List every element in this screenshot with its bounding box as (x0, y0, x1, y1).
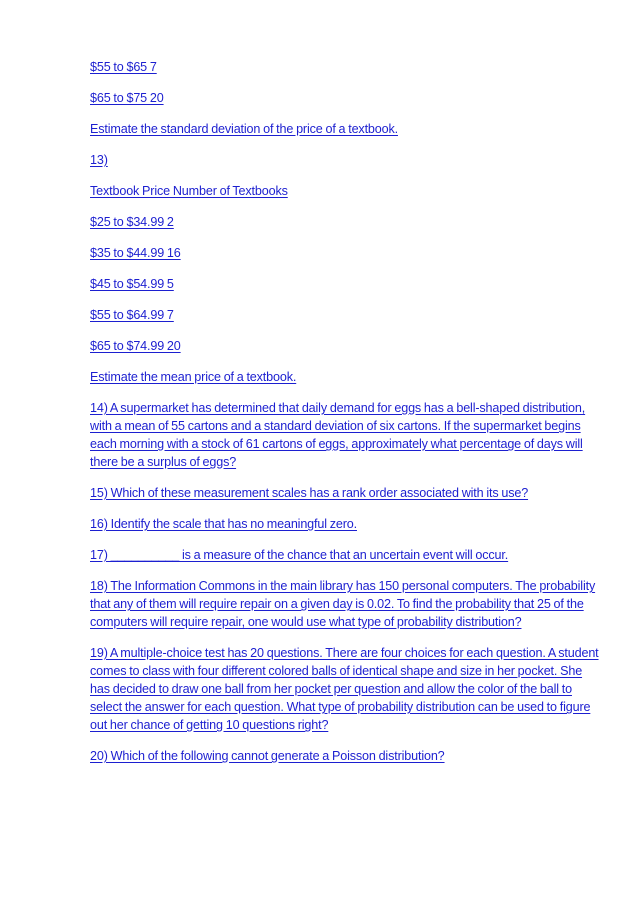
question-18: 18) The Information Commons in the main library has 150 personal computers. The probability that any of them will require repair on a given day is 0.02. To find the probability that 25 of the computers will require repair, one would use what type of probability distribution? (90, 579, 596, 629)
table-row-35-44: $35 to $44.99 16 (90, 246, 181, 260)
question-19: 19) A multiple-choice test has 20 questions. There are four choices for each question. A student comes to class with four different colored balls of identical shape and size in her pocket. She has decided to draw one ball from her pocket per question and allow the color of the ball to select the answer for each question. What type of probability distribution can be used to figure out her chance of getting 10 questions right? (90, 646, 599, 732)
table-row-65-74: $65 to $74.99 20 (90, 339, 181, 353)
table-row-25-34: $25 to $34.99 2 (90, 215, 174, 229)
document-page (90, 58, 602, 778)
question-20: 20) Which of the following cannot generate a Poisson distribution? (90, 749, 445, 763)
question-17: 17) __________ is a measure of the chance that an uncertain event will occur. (90, 548, 509, 562)
table-row-55-64: $55 to $64.99 7 (90, 308, 174, 322)
question-14: 14) A supermarket has determined that daily demand for eggs has a bell-shaped distribution, with a mean of 55 cartons and a standard deviation of six cartons. If the supermarket begins each morning with a stock of 61 cartons of eggs, approximately what percentage of days will there be a surplus of eggs? (90, 401, 586, 469)
question-16: 16) Identify the scale that has no meaningful zero. (90, 517, 357, 531)
table-row-45-54: $45 to $54.99 5 (90, 277, 174, 291)
table-row-55-65: $55 to $65 7 (90, 60, 157, 74)
question-13-prompt: Estimate the mean price of a textbook. (90, 370, 297, 384)
question-13-number: 13) (90, 153, 108, 167)
question-15: 15) Which of these measurement scales has a rank order associated with its use? (90, 486, 529, 500)
table-row-65-75: $65 to $75 20 (90, 91, 164, 105)
table-header: Textbook Price Number of Textbooks (90, 184, 288, 198)
question-12-prompt: Estimate the standard deviation of the price of a textbook. (90, 122, 398, 136)
